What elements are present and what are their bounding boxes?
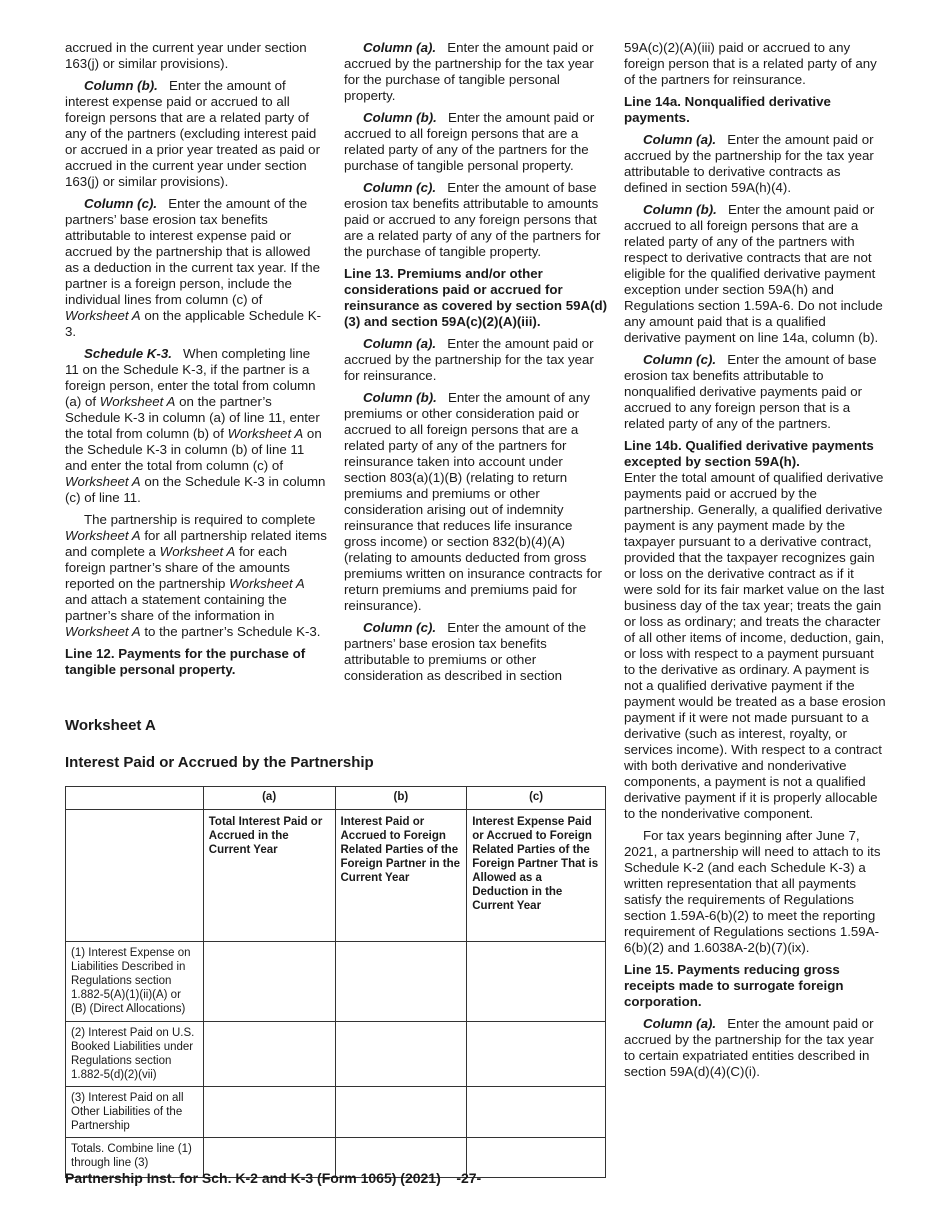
table-cell [66, 787, 204, 810]
worksheet-ref: Worksheet A [229, 576, 305, 591]
row-label: (3) Interest Paid on all Other Liabilities of the Partnership [66, 1087, 204, 1138]
column-label: Column (c). [643, 352, 717, 367]
paragraph-text: and attach a statement containing the partner’s share of the information in [65, 592, 287, 623]
line-13-heading: Line 13. Premiums and/or other considerations paid or accrued for reinsurance as covered by section 59A(d)(3) and section 59A(c)(2)(A)(iii). [344, 266, 608, 329]
paragraph [65, 196, 327, 340]
paragraph-text: Enter the amount paid or accrued by the partnership for the tax year attributable to derivative contracts as defined in section 59A(h)(4). [624, 132, 874, 195]
column-label: Column (b). [84, 78, 158, 93]
row-label: (2) Interest Paid on U.S. Booked Liabilities under Regulations section 1.882-5(d)(2)(vii) [66, 1022, 204, 1087]
row-label: (1) Interest Expense on Liabilities Described in Regulations section 1.882-5(A)(1)(ii)(A) or (B) (Direct Allocations) [66, 942, 204, 1022]
paragraph-text: Enter the amount of any premiums or other consideration paid or accrued to all foreign persons that are a related party of any of the partners for reinsurance taken into account under section 803(a)(1)(B) (relating to return premiums and premiums or other consideration arising out of indemnity reinsurance that reduces life insurance gross income) or section 832(b)(4)(A) (relating to amounts deducted from gross premiums written on insurance contracts for return premiums and premiums paid for reinsurance). [344, 390, 602, 613]
paragraph-text: Enter the amount paid or accrued by the partnership for the tax year for the purchase of tangible personal property. [344, 40, 594, 103]
paragraph-text: Enter the amount of the partners’ base erosion tax benefits attributable to interest expense paid or accrued by the partnership that is allowed as a deduction in the current tax year. If the partner is a foreign person, include the individual lines from column (c) of [65, 196, 321, 307]
paragraph [65, 346, 327, 506]
paragraph: Enter the total amount of qualified derivative payments paid or accrued by the partnership. Generally, a qualified derivative payment is any payment made by the taxpayer pursuant to a derivative contract, provided that the taxpayer recognizes gain or loss on the derivative contract as if it were sold for its fair market value on the last business day of the tax year; treats the gain or loss as ordinary; and treats the character of all other items of income, deduction, gain, or loss with respect to a payment pursuant to the derivative as ordinary. A payment is not a qualified derivative payment if the payment would be treated as a base erosion payment if it were not made pursuant to a derivative (such as interest, royalty, or services income). With respect to a contract with both derivative and nonderivative components, a payment is not a qualified derivative payment if it is properly allocable to the nonderivative component. [624, 470, 886, 821]
column-label: Column (a). [643, 1016, 717, 1031]
paragraph: 59A(c)(2)(A)(iii) paid or accrued to any foreign person that is a related party of any of the partners for reinsurance. [624, 40, 877, 87]
worksheet-ref: Worksheet A [99, 394, 176, 409]
paragraph-text: on the partner’s Schedule K-3 in column (a) of line 11, enter the total from column (b) of [65, 394, 320, 441]
worksheet-ref: Worksheet A [65, 624, 141, 639]
column-label: Column (c). [84, 196, 158, 211]
row-label: Totals. Combine line (1) through line (3) [66, 1138, 204, 1178]
column-label: Column (c). [363, 180, 437, 195]
column-letter: (a) [203, 787, 335, 810]
column-label: Column (b). [643, 202, 717, 217]
paragraph: For tax years beginning after June 7, 2021, a partnership will need to attach to its Schedule K-2 (and each Schedule K-3) a written representation that all payments satisfy the requirements of Regulations section 1.59A-6(b)(2) to meet the reporting requirement of Regulations sections 1.59A-6(b)(2) and 1.6038A-2(b)(7)(ix). [624, 828, 881, 955]
paragraph-text: Enter the amount of base erosion tax benefits attributable to nonqualified derivative payments paid or accrued to any foreign person that is a related party of any of the partners. [624, 352, 877, 431]
paragraph-text: on the applicable Schedule K-3. [65, 308, 322, 339]
column-label: Column (a). [643, 132, 717, 147]
paragraph-text: Enter the amount paid or accrued by the partnership for the tax year to certain expatriated entities described in section 59A(d)(4)(C)(i). [624, 1016, 874, 1079]
schedule-label: Schedule K-3. [84, 346, 172, 361]
worksheet-ref: Worksheet A [65, 528, 141, 543]
entry-cell[interactable] [203, 1022, 335, 1087]
line-12-heading: Line 12. Payments for the purchase of tangible personal property. [65, 646, 306, 677]
paragraph-text: Enter the amount paid or accrued by the partnership for the tax year for reinsurance. [344, 336, 594, 383]
entry-cell[interactable] [335, 1087, 467, 1138]
paragraph-text: Enter the amount of the partners’ base erosion tax benefits attributable to premiums or other consideration as described in section [344, 620, 587, 683]
table-header-row [66, 787, 606, 810]
paragraph-text: for each foreign partner’s share of the amounts reported on the partnership [65, 544, 290, 591]
paragraph [624, 352, 886, 432]
paragraph-text: When completing line 11 on the Schedule K-3, if the partner is a foreign person, enter the total from column (a) of [65, 346, 316, 409]
worksheet-subtitle: Interest Paid or Accrued by the Partnership [65, 754, 374, 771]
paragraph-text: on the Schedule K-3 in column (b) of line 11 and enter the total from column (c) of [65, 426, 322, 473]
paragraph [344, 390, 608, 614]
worksheet-ref: Worksheet A [65, 308, 141, 323]
paragraph [624, 1016, 886, 1080]
paragraph [65, 78, 327, 190]
text-column-3 [624, 40, 886, 1086]
paragraph-text: Enter the amount paid or accrued to all foreign persons that are a related party of any of the partners with respect to derivative contracts that are not eligible for the qualified derivative payment exception under section 59A(h) and Regulations section 1.59A-6. Do not include any amount paid that is a qualified derivative payment on line 14a, column (b). [624, 202, 883, 345]
column-description: Interest Expense Paid or Accrued to Foreign Related Parties of the Foreign Partner That is Allowed as a Deduction in the Current Year [467, 810, 606, 942]
entry-cell[interactable] [467, 1022, 606, 1087]
page-footer: Partnership Inst. for Sch. K-2 and K-3 (Form 1065) (2021) -27- [65, 1170, 482, 1186]
column-letter: (c) [467, 787, 606, 810]
entry-cell[interactable] [467, 1138, 606, 1178]
column-letter: (b) [335, 787, 467, 810]
worksheet-table [65, 786, 606, 1178]
worksheet-title: Worksheet A [65, 717, 156, 734]
text-column-1 [65, 40, 327, 684]
entry-cell[interactable] [335, 1022, 467, 1087]
table-row [66, 1087, 606, 1138]
line-14a-heading: Line 14a. Nonqualified derivative payments. [624, 94, 831, 125]
paragraph [624, 132, 886, 196]
paragraph-text: Enter the amount of interest expense paid or accrued to all foreign persons that are a related party of any of the partners (excluding interest paid or accrued in a prior year treated as paid or accrued in the current year under section 163(j) or similar provisions). [65, 78, 320, 189]
paragraph [344, 620, 608, 684]
paragraph [344, 40, 608, 104]
paragraph-text: The partnership is required to complete [84, 512, 316, 527]
text-column-2 [344, 40, 608, 690]
paragraph-text: Enter the amount of base erosion tax benefits attributable to amounts paid or accrued to any foreign persons that are a related party of any of the partners for the purchase of tangible property. [344, 180, 601, 259]
column-label: Column (b). [363, 390, 437, 405]
table-row [66, 942, 606, 1022]
column-label: Column (c). [363, 620, 437, 635]
paragraph-text: on the Schedule K-3 in column (c) of line 11. [65, 474, 326, 505]
paragraph [344, 110, 608, 174]
paragraph-text: Enter the amount paid or accrued to all foreign persons that are a related party of any of the partners for the purchase of tangible personal property. [344, 110, 595, 173]
entry-cell[interactable] [467, 1087, 606, 1138]
column-description: Interest Paid or Accrued to Foreign Related Parties of the Foreign Partner in the Current Year [335, 810, 467, 942]
worksheet-ref: Worksheet A [65, 474, 141, 489]
table-cell [66, 810, 204, 942]
table-row [66, 1022, 606, 1087]
column-description: Total Interest Paid or Accrued in the Current Year [203, 810, 335, 942]
column-label: Column (a). [363, 336, 437, 351]
paragraph [65, 512, 327, 640]
entry-cell[interactable] [203, 942, 335, 1022]
column-label: Column (a). [363, 40, 437, 55]
paragraph [344, 336, 608, 384]
paragraph [624, 202, 886, 346]
line-14b-heading [624, 438, 886, 470]
paragraph-text: to the partner’s Schedule K-3. [144, 624, 321, 639]
worksheet-ref: Worksheet A [227, 426, 304, 441]
table-description-row [66, 810, 606, 942]
paragraph: accrued in the current year under section 163(j) or similar provisions). [65, 40, 307, 71]
line-15-heading: Line 15. Payments reducing gross receipts made to surrogate foreign corporation. [624, 962, 844, 1009]
entry-cell[interactable] [467, 942, 606, 1022]
column-label: Column (b). [363, 110, 437, 125]
worksheet-ref: Worksheet A [159, 544, 236, 559]
paragraph-text: for all partnership related items and complete a [65, 528, 327, 559]
entry-cell[interactable] [335, 942, 467, 1022]
paragraph [344, 180, 608, 260]
heading-text: Line 14b. Qualified derivative payments excepted by section 59A(h). [624, 438, 874, 469]
entry-cell[interactable] [203, 1087, 335, 1138]
